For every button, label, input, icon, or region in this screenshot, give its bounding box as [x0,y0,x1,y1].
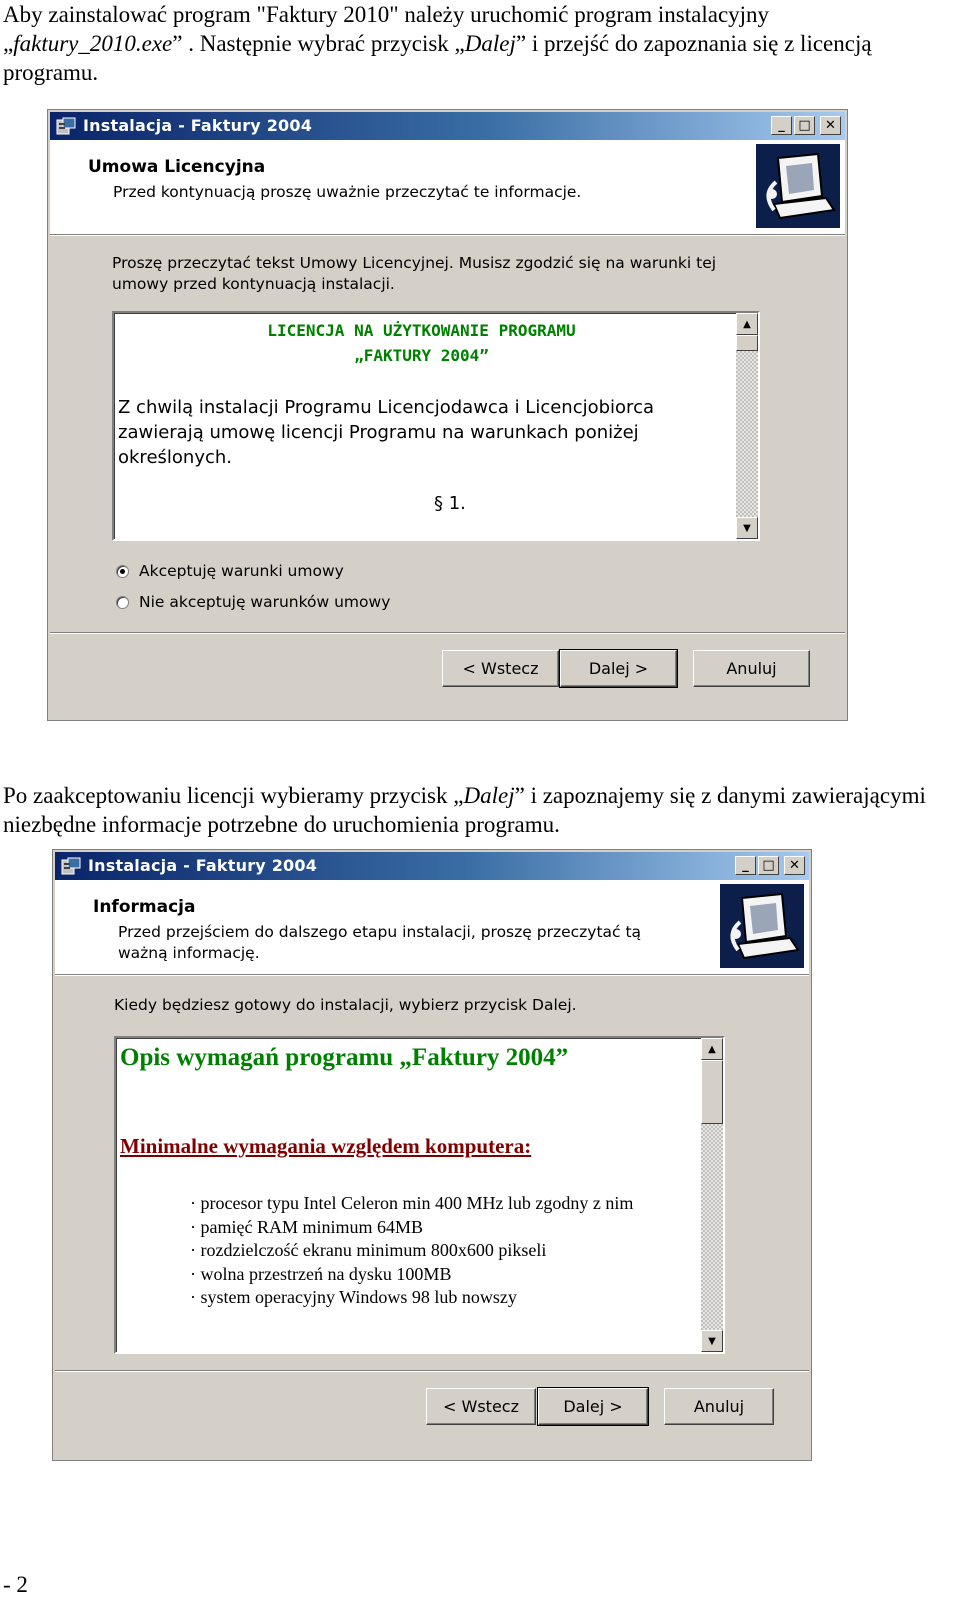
accept-radio-label: Akceptuję warunki umowy [139,562,344,580]
quote-open: „ [3,31,14,56]
minimize-icon: _ [742,858,749,873]
title-bar[interactable] [55,852,809,880]
window-title: Instalacja - Faktury 2004 [88,856,318,875]
wizard-header [50,140,845,235]
info-scrollbar[interactable] [701,1038,723,1352]
quote-close: ” [172,31,183,56]
next-button-mention-2: Dalej [463,783,515,808]
cancel-button[interactable]: Anuluj [664,1388,774,1425]
installer-app-icon [56,117,76,135]
license-instructions: Proszę przeczytać tekst Umowy Licencyjnej. Musisz zgodzić się na warunki tej umowy przed kontynuacją instalacji. [112,254,717,293]
quote-close-3: ” [514,783,525,808]
scroll-up-button[interactable] [701,1038,723,1060]
license-title-line1: LICENCJA NA UŻYTKOWANIE PROGRAMU [267,321,576,340]
intro-text-3: i przejść do zapoznania się z licencją programu. [3,31,872,85]
info-subtitle: Minimalne wymagania względem komputera: [120,1134,532,1158]
close-icon: ✕ [825,118,836,133]
list-item: · pamięć RAM minimum 64MB [190,1216,633,1240]
maximize-icon: □ [798,118,811,133]
header-title: Umowa Licencyjna [88,157,266,177]
license-scrollbar[interactable] [736,313,758,539]
maximize-button[interactable] [758,856,779,875]
title-bar[interactable] [50,112,845,140]
arrow-down-icon: ▼ [708,1335,716,1347]
close-icon: ✕ [789,858,800,873]
header-subtitle: Przed kontynuacją proszę uważnie przeczytać te informacje. [113,183,582,201]
close-button[interactable] [784,856,805,875]
scroll-down-button[interactable] [701,1330,723,1352]
list-item: · rozdzielczość ekranu minimum 800x600 pikseli [190,1239,633,1263]
info-paragraph [3,781,953,839]
close-button[interactable] [820,116,841,135]
info-text-2: i zapoznajemy się z danymi zawierającymi niezbędne informacje potrzebne do uruchomienia programu. [3,783,926,837]
license-section-number: § 1. [434,493,466,514]
setup-computer-icon [720,884,804,968]
installer-window-info [52,849,812,1461]
next-button-mention: Dalej [464,31,516,56]
minimize-icon: _ [778,118,785,133]
minimize-button[interactable] [771,116,792,135]
installer-filename: faktury_2010.exe [13,31,173,56]
next-button[interactable]: Dalej > [538,1388,648,1425]
cancel-button[interactable]: Anuluj [693,650,810,687]
back-button[interactable]: < Wstecz [442,650,559,687]
minimize-button[interactable] [735,856,756,875]
footer-separator [50,632,845,634]
arrow-up-icon: ▲ [708,1043,716,1055]
accept-radio[interactable] [116,565,129,578]
installer-window-license [47,109,848,721]
intro-paragraph [3,0,953,87]
setup-computer-icon [756,144,840,228]
decline-radio[interactable] [116,596,129,609]
license-textbox[interactable] [112,311,760,541]
decline-radio-label: Nie akceptuję warunków umowy [139,593,391,611]
intro-text: Aby zainstalować program "Faktury 2010" należy uruchomić program instalacyjny [3,2,770,27]
list-item: · wolna przestrzeń na dysku 100MB [190,1263,633,1287]
accept-radio-row[interactable] [116,562,344,580]
maximize-icon: □ [762,858,775,873]
info-text: Po zaakceptowaniu licencji wybieramy przycisk [3,783,454,808]
maximize-button[interactable] [794,116,815,135]
license-body-text: Z chwilą instalacji Programu Licencjodawca i Licencjobiorca zawierają umowę licencji Programu na warunkach poniżej określonych. [118,397,654,468]
list-item: · system operacyjny Windows 98 lub nowszy [190,1286,633,1310]
arrow-down-icon: ▼ [743,522,751,534]
info-title: Opis wymagań programu „Faktury 2004” [120,1044,569,1071]
info-textbox[interactable] [114,1036,725,1354]
scroll-thumb[interactable] [701,1060,723,1124]
quote-close-2: ” [515,31,527,56]
installer-app-icon [61,857,81,875]
intro-text-2: . Następnie wybrać przycisk [182,31,455,56]
scroll-up-button[interactable] [736,313,758,335]
decline-radio-row[interactable] [116,593,390,611]
page-number: - 2 [3,1572,28,1597]
footer-separator [55,1370,809,1372]
scroll-thumb[interactable] [736,335,758,351]
header-title: Informacja [93,897,196,917]
quote-open-2: „ [454,31,465,56]
header-subtitle: Przed przejściem do dalszego etapu instalacji, proszę przeczytać tą ważną informację. [118,923,642,962]
arrow-up-icon: ▲ [743,318,751,330]
scroll-down-button[interactable] [736,517,758,539]
list-item: · procesor typu Intel Celeron min 400 MHz lub zgodny z nim [190,1192,633,1216]
quote-open-3: „ [453,783,464,808]
license-title-line2: „FAKTURY 2004” [354,346,489,365]
window-title: Instalacja - Faktury 2004 [83,116,313,135]
next-button[interactable]: Dalej > [560,650,677,687]
back-button[interactable]: < Wstecz [426,1388,536,1425]
wizard-header [55,880,809,975]
info-instructions: Kiedy będziesz gotowy do instalacji, wybierz przycisk Dalej. [114,996,577,1014]
requirements-list [190,1192,633,1310]
